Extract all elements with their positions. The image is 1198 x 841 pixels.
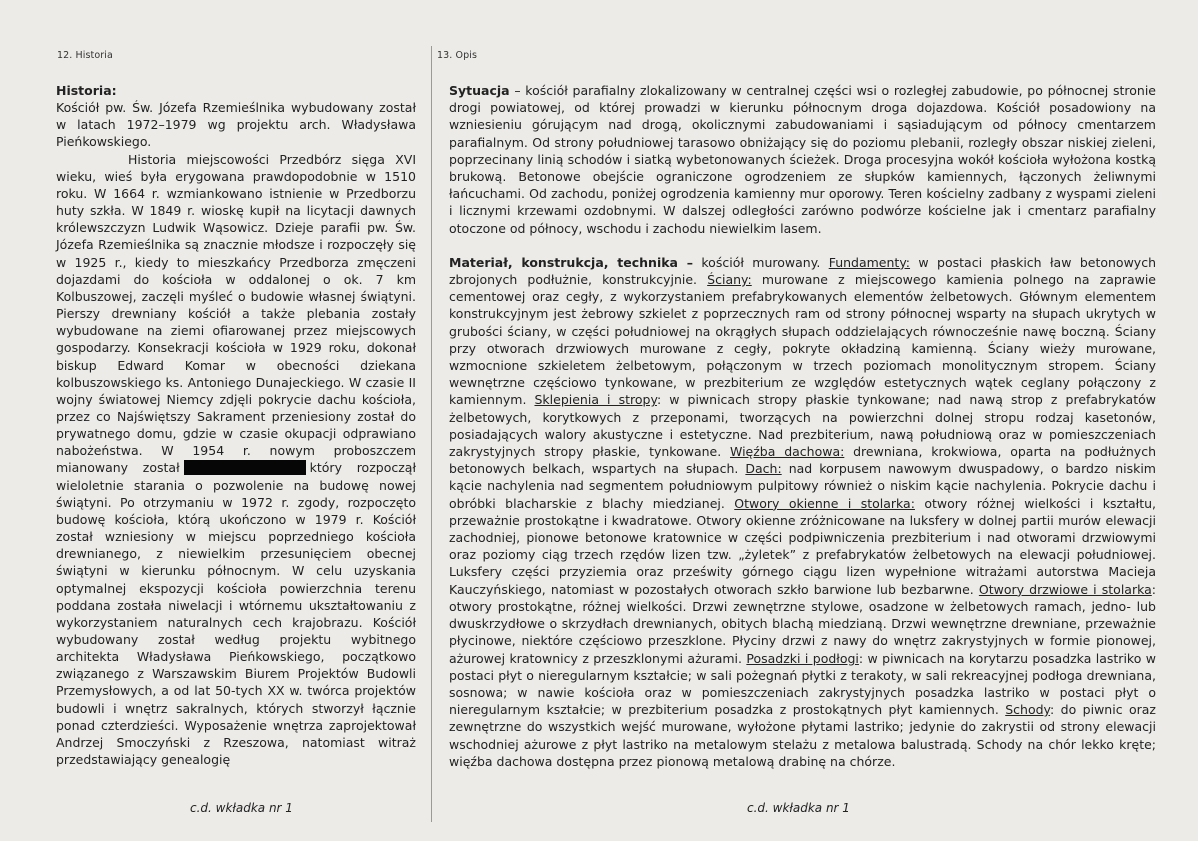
- vaults-text: : w piwnicach stropy płaskie tynkowane; nad nawą strop z prefabrykatów żelbetowych, korytkowych z przeponami, tworzących na powierzchni dolnej stropu rodzaj kasetonów, posiadających walory akustyczne i estetyczne. Nad prezbiterium, nawą południową oraz w pomieszczeniach zakrystyjnych stropy płaskie, tynkowane.: [449, 392, 1156, 460]
- floors-text: : w piwnicach na korytarzu posadzka lastriko w postaci płyt o nieregularnym kształcie; w sali pożegnań płytki z terakoty, w sali rekreacyjnej podłoga drewniana, sosnowa; w nawie kościoła oraz w pomieszczeniach zakrystyjnych posadzka lastriko w postaci płyt o nieregularnym kształcie; w prezbiterium posadzka z prostokątnych płyt kamiennych.: [449, 650, 1156, 718]
- construction-intro: kościół murowany.: [693, 254, 829, 270]
- left-column-header: 12. Historia: [57, 50, 113, 61]
- history-body-paragraph: [56, 151, 416, 769]
- windows-text: otwory różnej wielkości i kształtu, przeważnie prostokątne i kwadratowe. Otwory okienne zróżnicowane na luksfery w dolnej partii murów elewacji zachodniej, pionowe betonowe kratownice w części podpiwniczenia prezbiterium i nad otworami drzwiowymi oraz poziomy ciąg trzech rzędów lizen tzw. „żyletek” z prefabrykatów żelbetowych na elewacji południowej. Luksfery części przyziemia oraz prześwity górnego ciągu lizen wypełnione witrażami autorstwa Macieja Kauczyńskiego, natomiast w pozostałych otworach szkło barwione lub bezbarwne.: [449, 495, 1156, 597]
- right-column-header: 13. Opis: [437, 50, 478, 61]
- situation-paragraph: [449, 82, 1156, 237]
- history-column: [56, 82, 416, 768]
- redaction-box: [184, 460, 306, 475]
- history-intro-paragraph: Kościół pw. Św. Józefa Rzemieślnika wybudowany został w latach 1972–1979 wg projektu arch. Władysława Pieńkowskiego.: [56, 100, 416, 150]
- situation-text: – kościół parafialny zlokalizowany w centralnej części wsi o rozległej zabudowie, po północnej stronie drogi powiatowej, od której prowadzi w kierunku północnym droga dojazdowa. Kościół posadowiony na wzniesieniu górującym nad drogą, okolicznymi zabudowaniami i sąsiadującym od północy cmentarzem parafialnym. Od strony południowej tarasowo obniżający się do poziomu plebanii, rozległy obszar niskiej zieleni, poprzecinany linią schodów i siatką wybetonowanych ścieżek. Droga procesyjna wokół kościoła wyłożona kostką brukową. Betonowe obejście ograniczone ogrodzeniem ze słupków kamiennych, łączonych żeliwnymi łańcuchami. Od zachodu, poniżej ogrodzenia kamienny mur oporowy. Teren kościelny zadbany z wyspami zieleni i licznymi krzewami ozdobnymi. W dalszej odległości zarówno podwórze kościelne jak i cmentarz parafialny otoczone od północy, wschodu i zachodu niewielkim lasem.: [449, 83, 1156, 236]
- column-divider: [431, 46, 432, 822]
- roof-label: Dach:: [745, 461, 782, 477]
- paragraph-gap: [449, 237, 1156, 254]
- windows-label: Otwory okienne i stolarka:: [734, 495, 915, 511]
- situation-title: Sytuacja: [449, 83, 510, 98]
- roof-truss-text: drewniana, krokwiowa, oparta na podłużnych betonowych belkach, wspartych na słupach.: [449, 444, 1156, 477]
- roof-text: nad korpusem nawowym dwuspadowy, o bardzo niskim kącie nachylenia nad segmentem południowym pulpitowy również o niskim kącie nachylenia. Pokrycie dachu i obróbki blacharskie z blachy miedzianej.: [449, 461, 1156, 511]
- floors-label: Posadzki i podłogi: [746, 650, 859, 666]
- left-continuation-note: c.d. wkładka nr 1: [190, 801, 293, 815]
- roof-truss-label: Więźba dachowa:: [730, 444, 845, 460]
- construction-title: Materiał, konstrukcja, technika –: [449, 254, 693, 270]
- right-continuation-note: c.d. wkładka nr 1: [747, 801, 850, 815]
- walls-text: murowane z miejscowego kamienia polnego na zaprawie cementowej oraz cegły, z wykorzystaniem prefabrykowanych elementów żelbetowych. Głównym elementem konstrukcyjnym jest żebrowy szkielet z poprzecznych ram od strony północnej wsparty na słupach ukrytych w grubości ściany, w części południowej na okrągłych słupach oddzielających równocześnie nawę boczną. Ściany przy otworach drzwiowych murowane z cegły, pokryte okładziną kamienną. Ściany wieży murowane, wzmocnione szkieletem żelbetowym, połączonym w trzech poziomach monolitycznym stropem. Ściany wewnętrzne częściowo tynkowane, w prezbiterium ze względów estetycznych wątek ceglany połączony z kamiennym.: [449, 272, 1156, 408]
- construction-paragraph: [449, 254, 1156, 770]
- description-column: [449, 82, 1156, 770]
- walls-label: Ściany:: [707, 272, 752, 288]
- history-text-part-2: który rozpoczął wieloletnie starania o pozwolenie na budowę nowej świątyni. Po otrzymaniu w 1972 r. zgody, rozpoczęto budowę kościoła, którą ukończono w 1979 r. Kościół został wzniesiony w miejscu poprzedniego kościoła drewnianego, z niewielkim przesunięciem obecnej świątyni w kierunku północnym. W celu uzyskania optymalnej ekspozycji kościoła powierzchnia terenu poddana została niwelacji i wtórnemu ukształtowaniu z wykorzystaniem naturalnych cech krajobrazu. Kościół wybudowany został według projektu wybitnego architekta Władysława Pieńkowskiego, początkowo związanego z Warszawskim Biurem Projektów Budowli Przemysłowych, a od lat 50-tych XX w. twórca projektów budowli i wnętrz sakralnych, których stworzył łącznie ponad czterdzieści. Wyposażenie wnętrza zaprojektował Andrzej Smoczyński z Rzeszowa, natomiast witraż przedstawiający genealogię: [56, 460, 416, 768]
- doors-text: : otwory prostokątne, różnej wielkości. Drzwi zewnętrzne stylowe, osadzone w żelbetowych ramach, jedno- lub dwuskrzydłowe o skrzydłach drewnianych, obitych blachą miedzianą. Drzwi wewnętrzne drewniane, przeważnie płycinowe, niektóre częściowo przeszklone. Płyciny drzwi z nawy do wnętrz zakrystyjnych w formie pionowej, ażurowej kratownicy z przeszklonymi ażurami.: [449, 581, 1156, 666]
- history-title: Historia:: [56, 83, 117, 98]
- vaults-label: Sklepienia i stropy: [534, 392, 657, 408]
- doors-label: Otwory drzwiowe i stolarka: [978, 581, 1152, 597]
- history-text-part-1: Historia miejscowości Przedbórz sięga XVI wieku, wieś była erygowana prawdopodobnie w 1510 roku. W 1664 r. wzmiankowano istnienie w Przedborzu huty szkła. W 1849 r. wioskę kupił na licytacji dawnych królewszczyzn Ludwik Wąsowicz. Dzieje parafii pw. Św. Józefa Rzemieślnika są znacznie młodsze i rozpoczęły się w 1925 r., kiedy to mieszkańcy Przedborza zmęczeni dojazdami do kościoła w oddalonej o ok. 7 km Kolbuszowej, zaczęli myśleć o budowie własnej świątyni. Pierszy drewniany kościół a także plebania zostały wybudowane na ziemi ofiarowanej przez miejscowych gospodarzy. Konsekracji kościoła w 1929 roku, dokonał biskup Edward Komar w obecności dziekana kolbuszowskiego ks. Antoniego Dunajeckiego. W czasie II wojny światowej Niemcy zdjęli pokrycie dachu kościoła, przez co Najświętszy Sakrament przeniesiony został do prywatnego domu, gdzie w czasie okupacji odprawiano nabożeństwa. W 1954 r. nowym proboszczem mianowany został: [56, 151, 416, 476]
- stairs-label: Schody: [1005, 702, 1051, 718]
- foundations-text: w postaci płaskich ław betonowych zbrojonych podłużnie, konstrukcyjnie.: [449, 254, 1156, 288]
- foundations-label: Fundamenty:: [828, 254, 911, 270]
- stairs-text: : do piwnic oraz zewnętrzne do wszystkich wejść murowane, wyłożone płytami lastriko; jedynie do zakrystii od strony elewacji wschodniej ażurowe z płyt lastriko na metalowym stelażu z metalowa balustradą. Schody na chór lekko kręte; więźba dachowa dostępna przez pionową metalową drabinę na chórze.: [449, 702, 1156, 769]
